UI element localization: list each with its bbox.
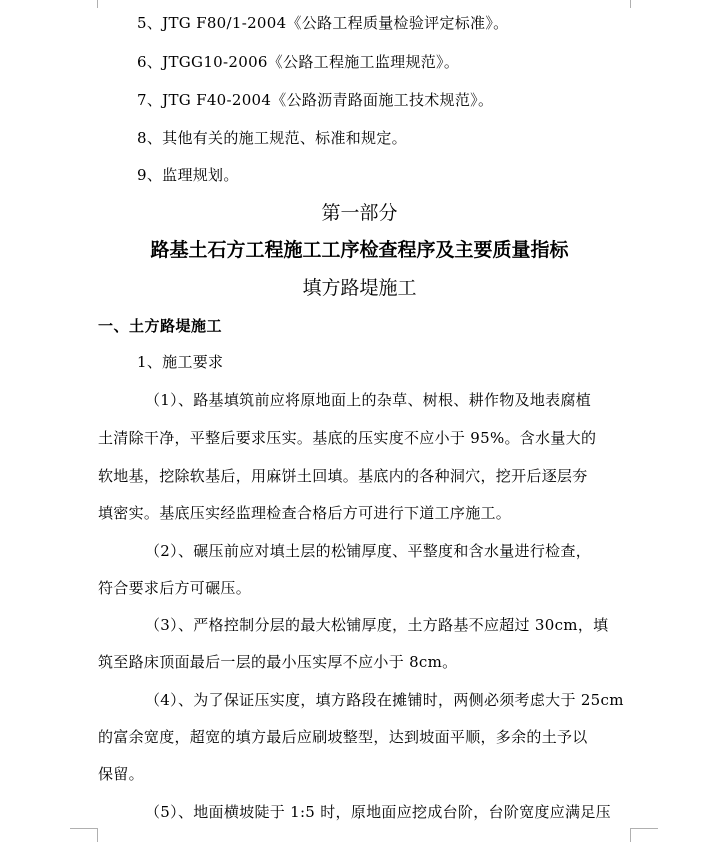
- paragraph-line: 保留。: [98, 765, 144, 783]
- section-subtitle: 1、施工要求: [137, 353, 224, 371]
- paragraph-line: （1）、路基填筑前应将原地面上的杂草、树根、耕作物及地表腐植: [145, 391, 592, 409]
- reference-item: 8、其他有关的施工规范、标准和规定。: [137, 129, 407, 147]
- reference-item: 5、JTG F80/1-2004《公路工程质量检验评定标准》。: [137, 14, 509, 32]
- paragraph-line: 符合要求后方可碾压。: [98, 579, 252, 597]
- crop-mark-top-left: [97, 0, 98, 8]
- crop-mark-bottom-left-h: [70, 828, 98, 829]
- sub-heading: 填方路堤施工: [302, 277, 417, 299]
- paragraph-line: 土清除干净，平整后要求压实。基底的压实度不应小于 95%。含水量大的: [98, 429, 597, 447]
- crop-mark-bottom-left-v: [97, 828, 98, 842]
- main-heading: 路基土石方工程施工工序检查程序及主要质量指标: [150, 239, 569, 261]
- reference-item: 7、JTG F40-2004《公路沥青路面施工技术规范》。: [137, 91, 494, 109]
- paragraph-line: 软地基，挖除软基后，用麻饼土回填。基底内的各种洞穴，挖开后逐层夯: [98, 467, 588, 485]
- part-heading: 第一部分: [321, 202, 398, 224]
- paragraph-line: （4）、为了保证压实度，填方路段在摊铺时，两侧必须考虑大于 25cm: [145, 691, 624, 709]
- crop-mark-top-right: [630, 0, 631, 8]
- paragraph-line: 筑至路床顶面最后一层的最小压实厚不应小于 8cm。: [98, 653, 458, 671]
- paragraph-line: （5）、地面横坡陡于 1:5 时，原地面应挖成台阶，台阶宽度应满足压: [145, 803, 611, 821]
- paragraph-line: （3）、严格控制分层的最大松铺厚度，土方路基不应超过 30cm，填: [145, 616, 609, 634]
- paragraph-line: 填密实。基底压实经监理检查合格后方可进行下道工序施工。: [98, 504, 512, 522]
- crop-mark-bottom-right-h: [630, 828, 658, 829]
- paragraph-line: （2）、碾压前应对填土层的松铺厚度、平整度和含水量进行检查，: [145, 542, 592, 560]
- section-title: 一、土方路堤施工: [98, 317, 223, 335]
- crop-mark-bottom-right-v: [630, 828, 631, 842]
- paragraph-line: 的富余宽度，超宽的填方最后应刷坡整型，达到坡面平顺，多余的土予以: [98, 728, 588, 746]
- reference-item: 6、JTGG10-2006《公路工程施工监理规范》。: [137, 53, 460, 71]
- reference-item: 9、监理规划。: [137, 166, 239, 184]
